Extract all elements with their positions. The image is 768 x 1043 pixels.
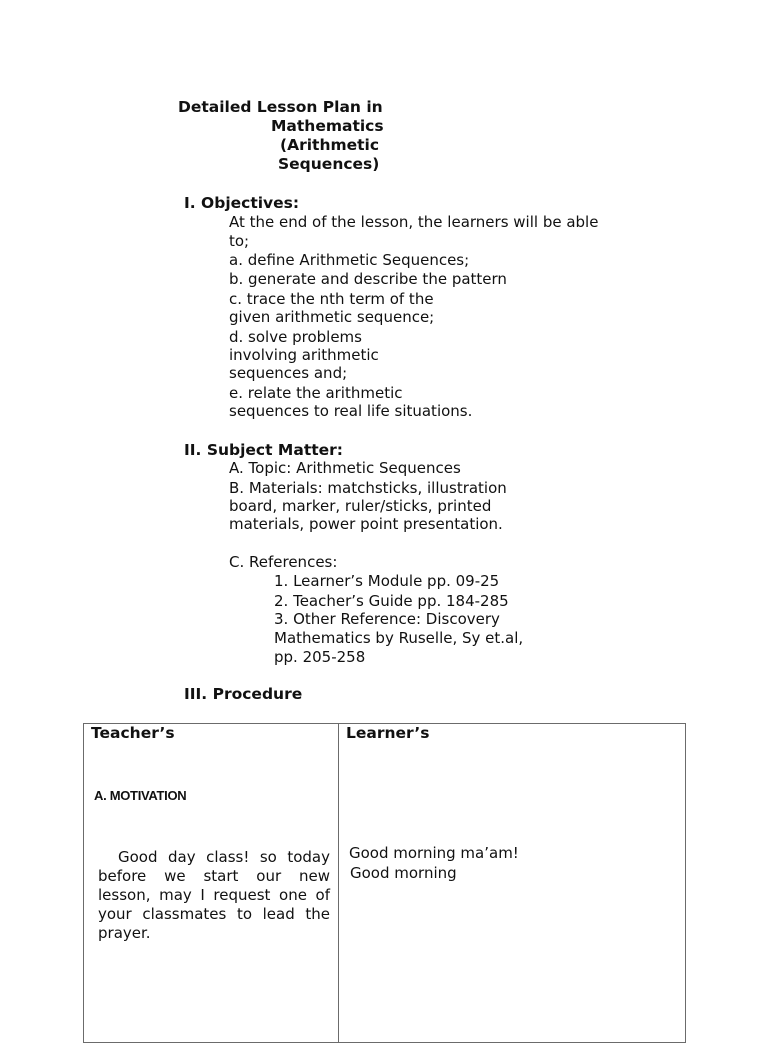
title-line-1: Detailed Lesson Plan in: [178, 98, 383, 116]
objective-e: e. relate the arithmetic: [229, 384, 403, 402]
objective-c-cont: given arithmetic sequence;: [229, 308, 435, 326]
topic-line: A. Topic: Arithmetic Sequences: [229, 459, 461, 477]
teacher-column-header: Teacher’s: [91, 724, 175, 742]
objective-d-cont-1: involving arithmetic: [229, 346, 379, 364]
objective-b: b. generate and describe the pattern: [229, 270, 507, 288]
objectives-intro-cont: to;: [229, 232, 250, 250]
subject-matter-heading: II. Subject Matter:: [184, 441, 343, 459]
title-line-4: Sequences): [278, 155, 380, 173]
objectives-intro: At the end of the lesson, the learners will be able: [229, 213, 599, 231]
learner-response-2: Good morning: [350, 864, 457, 882]
materials-line-1: B. Materials: matchsticks, illustration: [229, 479, 507, 497]
references-label: C. References:: [229, 553, 338, 571]
procedure-heading: III. Procedure: [184, 685, 303, 703]
procedure-table: [83, 723, 686, 1043]
objective-a: a. define Arithmetic Sequences;: [229, 251, 470, 269]
objective-d-cont-2: sequences and;: [229, 364, 348, 382]
materials-line-3: materials, power point presentation.: [229, 515, 503, 533]
teacher-prompt: Good day class! so today before we start our new lesson, may I request one of your classmates to lead the prayer.: [98, 848, 330, 942]
learner-column-header: Learner’s: [346, 724, 430, 742]
objectives-heading: I. Objectives:: [184, 194, 300, 212]
reference-3-cont-1: Mathematics by Ruselle, Sy et.al,: [274, 629, 524, 647]
reference-3-cont-2: pp. 205-258: [274, 648, 366, 666]
objective-d: d. solve problems: [229, 328, 362, 346]
teacher-column: [84, 724, 339, 1043]
title-line-2: Mathematics: [271, 117, 384, 135]
materials-line-2: board, marker, ruler/sticks, printed: [229, 497, 492, 515]
reference-1: 1. Learner’s Module pp. 09-25: [274, 572, 500, 590]
objective-e-cont: sequences to real life situations.: [229, 402, 473, 420]
title-line-3: (Arithmetic: [280, 136, 380, 154]
learner-response-1: Good morning ma’am!: [349, 844, 519, 862]
reference-3: 3. Other Reference: Discovery: [274, 610, 500, 628]
objective-c: c. trace the nth term of the: [229, 290, 434, 308]
motivation-label: A. MOTIVATION: [94, 788, 187, 803]
reference-2: 2. Teacher’s Guide pp. 184-285: [274, 592, 509, 610]
learner-column: [339, 724, 686, 1043]
